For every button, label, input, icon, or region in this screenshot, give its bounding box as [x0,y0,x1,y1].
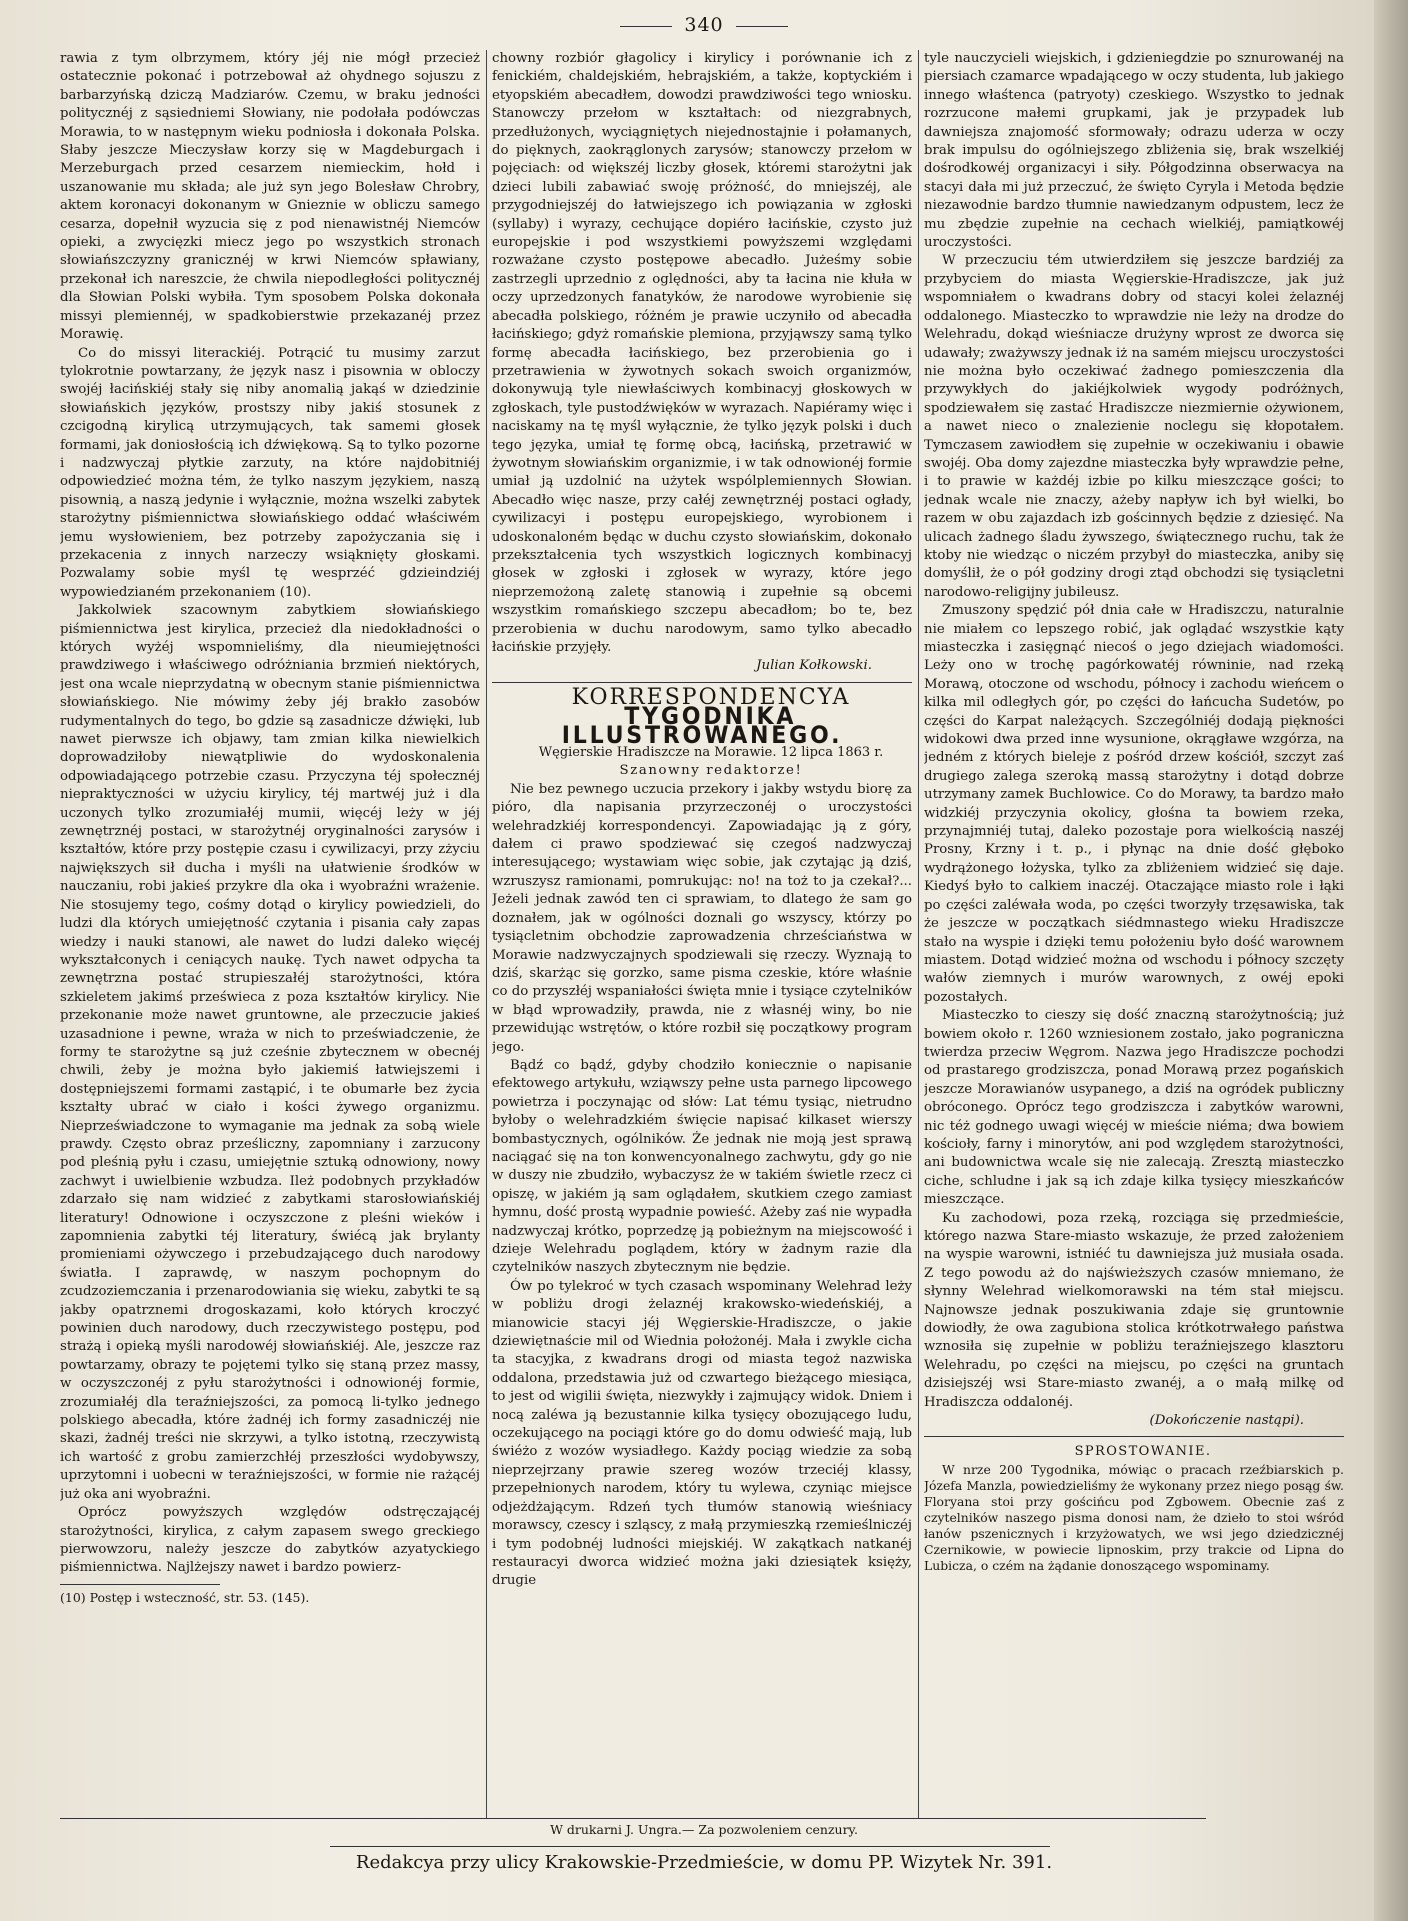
author-signature: Julian Kołkowski. [756,658,872,674]
section-rule [492,682,912,683]
column-rule [486,50,487,1818]
binding-edge [1374,0,1408,1921]
paragraph: chowny rozbiór głagolicy i kirylicy i porównanie ich z fenickiém, chaldejskiém, hebrajskiém, a także, koptyckiém i etyopskiém abecadłem, dowodzi prawdziwości tego wniosku. Stanowczy przełom w kształtach: od niezgrabnych, przedłużonych, wyciągniętych niejednostajnie i połamanych, do pięknych, zaokrąglonych zarysów; stanowczy przełom w pojęciach: od większéj liczby głosek, któremi starożytni jak dzieci lubili zabawiać swoję próżność, do mniejszéj, ale przygodniejszéj do łatwiejszego ich powiązania w zgłoski (syllaby) i wyrazy, cechujące dopiéro łacińskie, czysto już europejskie i pod wszystkiemi powyższemi względami rozważane czysto postępowe abecadło. Jużeśmy sobie zastrzegli uprzednio z oględności, aby ta łacina nie kłuła w oczy uprzedzonych fanatyków, że narodowe wyrobienie się abecadła polskiego, różném je prawie uczyniło od abecadła łacińskiego; gdyż romańskie plemiona, przyjąwszy samą tylko formę abecadła łacińskiego, bez przerobienia go i przetrawienia w żywotnych sokach swoich organizmów, dokonywują tyle niewłaściwych kombinacyj głoskowych w zgłoskach, tyle pustodźwięków w wyrazach. Napiéramy więc i naciskamy na tę myśl wyłącznie, że tylko język polski i duch tego języka, umiał tę formę obcą, łacińską, przetrawić w żywotnym słowiańskim organizmie, i w tak odnowionéj formie umiał ją uzdolnić na użytek wspólplemiennych Słowian. Abecadło więc nasze, przy całéj zewnętrznéj postaci ogłady, cywilizacyi i postępu europejskiego, wyrobionem i udoskonaloném będąc w duchu czysto słowiańskim, dokonało przekształcenia tych wszystkich logicznych kombinacyj głosek w zgłoski i zgłosek w wyrazy, które jego nieprzemożoną zaletę stanowią i zupełnie są obcemi wszystkim romańskiego szczepu abecadłom; bo te, bez przerobienia w duchu narodowym, samo tylko abecadło łacińskie przyjęły. [492,51,912,655]
paragraph: Miasteczko to cieszy się dość znaczną starożytnością; już bowiem około r. 1260 wzniesionem zostało, jako pograniczna twierdza przeciw Węgrom. Nazwa jego Hradiszcze pochodzi od prastarego grodziszcza, ponad Morawą przez pogańskich jeszcze Morawianów usypanego, a dziś na ogródek publiczny obróconego. Oprócz tego grodziszcza i zabytków warowni, nic téż godnego uwagi więcéj w mieście niéma; dwa bowiem kościoły, farny i minorytów, ani pod względem starożytności, ani budownictwa wcale się nie zalecają. Zresztą miasteczko ciche, schludne i jak są ich zdaje kilka tysięcy mieszkańców mieszczące. [924,1008,1344,1208]
bottom-rule [330,1846,1050,1847]
greeting: Szanowny redaktorze! [619,763,803,779]
paragraph: Oprócz powyższych względów odstręczającéj starożytności, kirylica, z całym zapasem swego greckiego pierwowzoru, należy jeszcze do zabytków azyatyckiego piśmiennictwa. Najlżejszy nawet i bardzo powierz- [60,1505,480,1576]
paragraph: Co do missyi literackiéj. Potrącić tu musimy zarzut tylokrotnie powtarzany, że język nasz i pisownia w obloczy swojéj łacińskiéj stały się niby anomalią jakąś w dziedzinie słowiańskich języków, prostszy niby jakiś stosunek z czcigodną kirylicą utrzymujących, tak samemi głosek formami, jak doniosłością ich dźwiękową. Są to tylko pozorne i nadzwyczaj płytkie zarzuty, na które najdobitniéj odpowiedzieć można tém, że tylko naszym językiem, naszą pisownią, a naszą jedynie i wyłącznie, można wszelki zabytek starożytny piśmiennictwa słowiańskiego oddać właściwém jemu wysłowieniem, bez potrzeby zapożyczania się i przekacenia z innych narzeczy wsiąknięty głoskami. Pozwalamy sobie myśl tę wesprzéć gdzieindziéj wypowiedzianém przekonaniem (10). [60,345,480,600]
correction-body: W nrze 200 Tygodnika, mówiąc o pracach rzeźbiarskich p. Józefa Manzla, powiedzieliśmy że wykonany przez niego posąg św. Floryana stoi przy gościńcu pod Zgbowem. Obecnie zaś z czytelników naszego pisma donosi nam, że dzieło to stoi wśród łanów pszenicznych i krzyżowatych, we wsi jego dziedzicznéj Czernikowie, w powiecie lipnoskim, przy trakcie od Lipna do Lubicza, o czém na żądanie donoszącego wspominamy. [924,1461,1344,1573]
paragraph: Nie bez pewnego uczucia przekory i jakby wstydu biorę za pióro, dla napisania przyrzeczonéj o uroczystości welehradzkiéj korrespondencyi. Zapowiadając ją z góry, dałem ci prawo spodziewać się czegoś nadzwyczaj interesującego; wystawiam więc sobie, jak czytając ją dziś, wzruszysz ramionami, pomrukując: no! na toż to ja czekał?... Jeżeli jednak zawód ten ci sprawiam, to dlatego że sam go doznałem, jak w ogólności doznali go wszyscy, którzy po tysiącletnim obchodzie zaprowadzenia chrześciaństwa w Morawie nadzwyczajnych spodziewali się rzeczy. Wyznają to dziś, skarżąc się gorzko, same pisma czeskie, które właśnie co do przyszłéj wspaniałości święta mnie i tysiące czytelników w błąd wprowadziły, prawda, nie z własnéj winy, bo nie przewidując wstrętów, o które rozbił się początkowy program jego. [492,781,912,1055]
column-rule [918,50,919,1818]
continued-note: (Dokończenie nastąpi). [1149,1413,1304,1429]
paragraph: rawia z tym olbrzymem, który jéj nie mógł przecież ostatecznie pokonać i potrzebował aż ohydnego sojuszu z barbarzyńską dziczą Madziarów. Czemu, w braku jedności politycznéj z sąsiedniemi Słowiany, nie podołała podówczas Morawia, to w następnym wieku podniosła i dokonała Polska. Słaby jeszcze Mieczysław korzy się w Magdeburgach i Merzeburgach przed cesarzem niemieckim, hołd i uszanowanie mu składa; ale już syn jego Bolesław Chrobry, aktem koronacyi dokonanym w Gnieznie w obliczu samego cesarza, dopełnił wyzucia się z pod nienawistnéj Niemców opieki, a zwycięzki miecz jego po wszystkich stronach słowiańszczyzny granicznéj w krwi Niemców spławiany, przekonał ich nareszcie, że chwila niepodległości politycznéj dla Słowian Polski wybiła. Tym sposobem Polska dokonała missyi plemiennéj, w spadkobierstwie przekazanéj przez Morawię. [60,51,480,343]
paragraph: Ku zachodowi, poza rzeką, rozciąga się przedmieście, którego nazwa Stare-miasto wskazuje, że przed założeniem na wyspie warowni, istniéć tu dawniejsza już musiała osada. Z tego powodu aż do najświeższych czasów mniemano, że słynny Welehrad wielkomorawski na tém stał miejscu. Najnowsze jednak poszukiwania zdaje się gruntownie dowiodły, że owa zagubiona stolica krótkotrwałego państwa wznosiła się zupełnie w pobliżu teraźniejszego klasztoru Welehradu, po części na miejscu, po części na gruntach dzisiejszéj wsi Stare-miasto zwanéj, a o małą milkę od Hradiszcza oddalonéj. [924,1210,1344,1410]
paragraph: Bądź co bądź, gdyby chodziło koniecznie o napisanie efektowego artykułu, wziąwszy pełne usta parnego lipcowego powietrza i poczynając od słów: Lat tému tysiąc, nietrudno byłoby o welehradzkiém święcie napisać kilkaset wierszy bombastycznych, ogólników. Że jednak nie moją jest sprawą naciągać się na ton konwencyonalnego zachwytu, gdy go nie w duszy nie zbudziło, wybaczysz że w takiém świetle rzecz ci opiszę, w jakiém ją sam oglądałem, skutkiem czego zamiast hymnu, dość prostą wypadnie powieść. Ażeby zaś nie wypadła nadzwyczaj krótko, poprzedzę ją pobieżnym na miejscowość i dzieje Welehradu poglądem, który w żadnym razie dla czytelników naszych zbytecznym nie będzie. [492,1057,912,1276]
columns [60,50,1344,1820]
editorial-address: Redakcya przy ulicy Krakowskie-Przedmieście, w domu PP. Wizytek Nr. 391. [355,1852,1053,1873]
section-rule [924,1436,1344,1437]
paragraph: W przeczuciu tém utwierdziłem się jeszcze bardziéj za przybyciem do miasta Węgierskie-Hradiszcze, jak już wspomniałem o kwadrans dobry od stacyi kolei żelaznéj oddalonego. Miasteczko to wprawdzie nie leży na drodze do Welehradu, dokąd wieśniacze drużyny wprost ze dworca się udawały; zważywszy jednak iż na samém miejscu uroczystości nie można było oczekiwać żadnego pomieszczenia dla przywykłych do jakiéjkolwiek wygody podróżnych, spodziewałem się zastać Hradiszcze niezmiernie ożywionem, a nawet nieco o znalezienie noclegu się kłopotałem. Tymczasem zawiodłem się zupełnie w oczekiwaniu i obawie swojéj. Oba domy zajezdne miasteczka były wprawdzie pełne, i to prawie w każdéj izbie po kilku mieszczące gości; to jednak wcale nie znaczy, ażeby napływ ich był wielki, bo razem w obu zajazdach izb gościnnych będzie z dziesięć. Na ulicach żadnego śladu żywszego, świątecznego ruchu, tak że ktoby nie wiedząc o niczém przybył do miasteczka, aniby się domyślił, że o pół godziny drogi ztąd obchodzi się tysiącletni narodowo-religijny jubileusz. [924,253,1344,600]
footnote-rule [60,1584,220,1585]
paragraph: Zmuszony spędzić pół dnia całe w Hradiszczu, naturalnie nie miałem co lepszego robić, jak oglądać wszystkie kąty miasteczka i zasięgnąć niecoś o jego dziejach wiadomości. Leży ono w trochę pagórkowatéj równinie, nad rzeką Morawą, otoczone od wschodu, północy i zachodu wieńcem o kilka mil odległych gór, po części do łańcucha Sudetów, po części do Karpat należących. Szczególniéj dodają piękności widokowi dwa przed inne wysunione, okrągławe wzgórza, na jedném z których bieleje z pośród drzew kościół, szczyt zaś drugiego zalega szeroką massą starożytny i dotąd dobrze utrzymany zamek Buchlowice. Co do Morawy, ta bardzo mało widzkiéj przyczynia okolicy, głośna ta bowiem rzeka, przynajmniéj tutaj, daleko pozostaje pora wielkością naszéj Prosny, Krzny i t. p., i płynąc na dnie dość głęboko wydrążonego łożyska, tylko za zbliżeniem widzieć się daje. Kiedyś było to calkiem inaczéj. Otaczające miasto role i łąki po części zaléwała woda, po części tworzyły trzęsawiska, tak że jeszcze w początkach siédmnastego wieku Hradiszcze stało na wyspie i dzięki temu położeniu było dość warownem miastem. Dotąd widzieć można od wschodu i północy szczęty wałów ziemnych i murów warownych, z owéj epoki pozostałych. [924,603,1344,1005]
footnote: (10) Postęp i wsteczność, str. 53. (145). [60,1589,310,1605]
correction-title: SPROSTOWANIE. [1074,1444,1212,1460]
bottom-rule [60,1818,1206,1819]
printer-line: W drukarni J. Ungra.— Za pozwoleniem cenzury. [550,1822,858,1837]
page-number: 340 [0,14,1408,36]
column-1 [60,50,480,1820]
paragraph: tyle nauczycieli wiejskich, i gdzieniegdzie po sznurowanéj na piersiach czamarce wpadającego w oczy studenta, lub jakiego innego właśtenca (patryoty) czeskiego. Wszystko to jednak rozrzucone małemi grupkami, jak je przypadek lub dawniejsza znajomość sformowały; odrazu uderza w oczy brak impulsu do ogólniejszego zbliżenia się, brak wszelkiéj dośrodkowéj organizacyi i siły. Półgodzinna obserwacya na stacyi dała mi już przeczuć, że święto Cyryla i Metoda będzie niezawodnie bardzo tłumnie nawiedzanym odpustem, lecz że mu zbędzie zupełnie na cechach wielkiéj, pamiątkowéj uroczystości. [924,51,1344,251]
paragraph: Ów po tylekroć w tych czasach wspominany Welehrad leży w pobliżu drogi żelaznéj krakowsko-wiedeńskiéj, a mianowicie stacyi jéj Węgierskie-Hradiszcze, o jakie dziewiętnaście mil od Wiednia położonéj. Mała i zwykle cicha ta stacyjka, z kwadrans drogi od miasta tegoż nazwiska oddalona, przedstawia już od czwartego bieżącego miesiąca, to jest od wigilii święta, niezwykły i zajmujący widok. Dniem i nocą zaléwa ją bezustannie kilka tysięcy obozującego ludu, oczekującego na pociągi które go do domu odwieść mają, lub świéżo z wozów wysiadłego. Każdy pociąg wiedzie za sobą nieprzejrzany prawie szereg wozów trzeciéj klassy, przepełnionych narodem, który tu wylewa, czyniąc miejsce odjeżdżającym. Rdzeń tych tłumów stanowią wieśniacy morawscy, czescy i szląscy, z małą przymieszką rzemieślniczéj i tym podobnéj ludności miejskiéj. W zakątkach natkanéj restauracyi dworca widzieć można jaki dziesiątek księży, drugie [492,1278,912,1589]
dateline: Węgierskie Hradiszcze na Morawie. 12 lipca 1863 r. [538,745,884,761]
masthead-title: TYGODNIKA ILLUSTROWANEGO. [561,702,843,749]
column-2 [492,50,912,1820]
column-3 [924,50,1344,1820]
paragraph: Jakkolwiek szacownym zabytkiem słowiańskiego piśmiennictwa jest kirylica, przecież dla niedokładności o których wyżéj wspomnieliśmy, dla nieumiejętności prawdziwego i właściwego odróżniania brzmień niektórych, jest ona wcale nieprzydatną w obecnym stanie piśmiennictwa słowiańskiego. Nie mówimy żeby jéj brakło zasobów rudymentalnych do tego, bo gdzie są zasadnicze dźwięki, lub nawet pierwsze ich objawy, tam zmian kilka niewielkich doprowadziłoby niewątpliwie do wydoskonalenia odpowiadającego potrzebie czasu. Przyczyna téj społecznéj niepraktyczności w użyciu kirylicy, téj martwéj już i dla uczonych tylko zrozumiałéj mumii, więcéj leży w jéj zewnętrznéj postaci, w starożytnéj oryginalności zarysów i kształtów, które przy postępie czasu i cywilizacyi, przy zżyciu największych sił ducha i myśli na ułatwienie środków w nauczaniu, robi jakieś przykre dla oka i wyobraźni wrażenie. Nie stosujemy tego, cośmy dotąd o kirylicy powiedzieli, do ludzi dla których umiejętność czytania i pisania cały zapas wiedzy i nauki stanowi, ale nawet do ludzi daleko więcéj wykształconych i ceniących naukę. Tych nawet odpycha ta zewnętrzna postać strupieszałéj starożytności, która szkieletem jakimś prześwieca z poza kształtów kirylicy. Nie przekonanie może nawet gruntowne, ale przeczucie jakieś uzasadnione i pewne, wraża w nich to przeświadczenie, że formy te starożytne są już cześnie zbytecznem w obecnéj chwili, żeby je można było jakiemiś łatwiejszemi i dostępniejszemi formami zastąpić, i te obumarłe bez życia kształty ubrać w ciało i kości żywego organizmu. Nieprzeświadczone to wymaganie ma jednak za sobą wiele prawdy. Często obraz prześliczny, zapomniany i zarzucony pod pleśnią pyłu i czasu, umiejętnie sztuką odnowiony, nowy zachwyt i uwielbienie wzbudza. Ileż podobnych przykładów zdarzało się nam widzieć z zabytkami starosłowiańskiéj literatury! Odnowione i oczyszczone z pleśni wieków i zapomnienia zabytki téj literatury, świécą jak brylanty promieniami ożywczego i przebudzającego duch narodowy światła. I zaprawdę, w naszym pochopnym do zcudzoziemczania i przenarodowiania się wieku, zabytki te są jakby opatrznemi drogoskazami, koło których kroczyć powinien duch narodowy, duch rzeczywistego postępu, pod strażą i opieką myśli narodowéj słowiańskiéj. Ale, jeszcze raz powtarzamy, obrazy te pojętemi tylko się staną przez massy, w oczyszczonéj z pyłu starożytności i odnowionéj formie, zrozumiałéj dla teraźniejszości, za pomocą li-tylko jednego polskiego abecadła, które żadnéj ich formy zasadniczéj nie skazi, żadnéj treści nie skrzywi, a tylko istotną, rzeczywistą ich wartość z grobu zamierzchłéj przeszłości wydobywszy, uprzytomni i uobecni w teraźniejszości, w formie nie rażącéj już oka ani wyobraźni. [60,603,480,1502]
section-heading: KORRESPONDENCYA [571,684,851,710]
